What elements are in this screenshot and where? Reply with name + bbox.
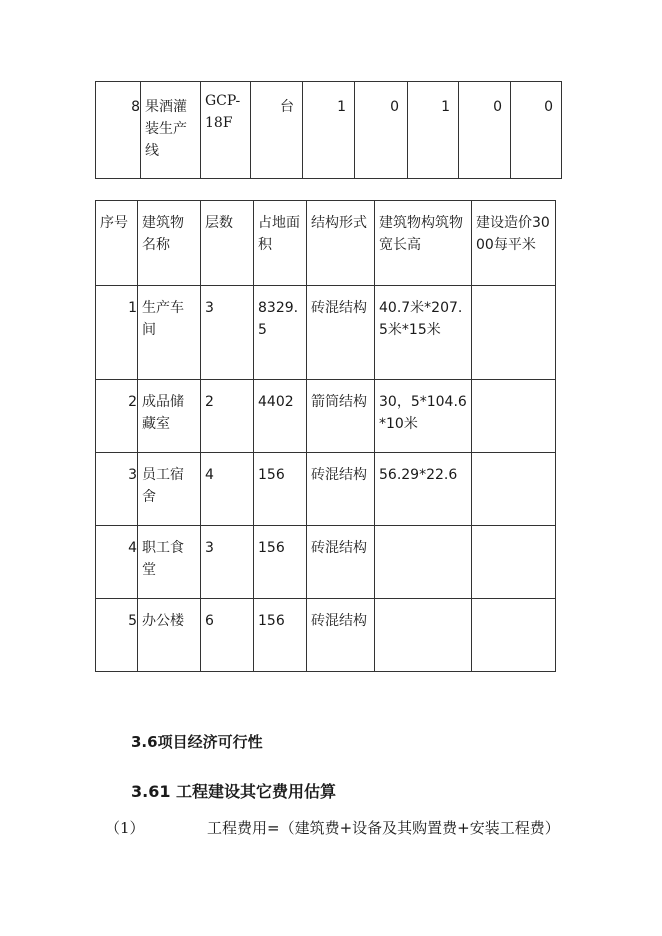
equipment-value: 1 [408,82,459,179]
row-area: 4402 [258,394,294,410]
section-heading: 3.6项目经济可行性 [131,733,263,751]
row-name: 职工食堂 [142,540,184,578]
equipment-row [96,82,562,179]
row-cost [472,526,555,537]
row-floors: 4 [205,467,214,483]
row-cost [472,453,555,464]
header-area: 占地面积 [258,215,300,253]
equipment-name: 果酒灌装生产线 [145,99,187,159]
table-row [96,526,556,599]
row-area: 156 [258,467,285,483]
row-dimensions: 40.7米*207.5米*15米 [379,300,463,338]
equipment-name-cell [141,82,201,179]
row-floors: 2 [205,394,214,410]
equipment-unit: 台 [251,82,303,179]
row-floors: 3 [205,300,214,316]
row-name: 生产车间 [142,300,184,338]
row-name: 成品储藏室 [142,394,184,432]
header-cell [472,201,556,286]
header-index: 序号 [100,215,128,231]
row-area: 8329.5 [258,300,299,338]
header-cost: 建设造价3000每平米 [476,215,550,253]
row-name: 员工宿舍 [142,467,184,505]
row-index: 3 [96,453,138,526]
equipment-table [95,81,562,179]
header-cell [307,201,375,286]
row-structure: 砖混结构 [311,467,367,483]
row-area: 156 [258,540,285,556]
header-cell [96,201,138,286]
row-cost [472,380,555,391]
row-name: 办公楼 [142,613,184,629]
equipment-value: 0 [511,82,562,179]
table-row [96,286,556,380]
equipment-index: 8 [96,82,141,179]
row-index: 4 [96,526,138,599]
row-structure: 砖混结构 [311,300,367,316]
header-cell [375,201,472,286]
equipment-value: 1 [303,82,355,179]
row-dimensions: 56.29*22.6 [379,467,458,483]
row-dimensions: 30，5*104.6*10米 [379,394,467,432]
subsection-heading: 3.61 工程建设其它费用估算 [131,782,337,801]
row-structure: 砖混结构 [311,540,367,556]
row-dimensions [375,526,471,537]
header-cell [138,201,201,286]
row-floors: 6 [205,613,214,629]
equipment-model-cell [201,82,251,179]
row-index: 2 [96,380,138,453]
building-table [95,200,556,672]
table-row [96,380,556,453]
row-floors: 3 [205,540,214,556]
table-row [96,599,556,672]
header-dimensions: 建筑物构筑物宽长高 [379,215,463,253]
row-area: 156 [258,613,285,629]
equipment-value: 0 [459,82,511,179]
table-header-row [96,201,556,286]
row-index: 1 [96,286,138,380]
row-cost [472,286,555,297]
formula-label: （1） [105,819,145,837]
header-cell [201,201,254,286]
equipment-model: GCP-18F [205,93,241,131]
header-name: 建筑物名称 [142,215,184,253]
row-dimensions [375,599,471,610]
row-structure: 砖混结构 [311,613,367,629]
formula-text: 工程费用=（建筑费+设备及其购置费+安装工程费） [207,819,560,837]
row-structure: 箭筒结构 [311,394,367,410]
row-index: 5 [96,599,138,672]
header-structure: 结构形式 [311,215,367,231]
header-cell [254,201,307,286]
header-floors: 层数 [205,215,233,231]
table-row [96,453,556,526]
row-cost [472,599,555,610]
equipment-value: 0 [355,82,408,179]
